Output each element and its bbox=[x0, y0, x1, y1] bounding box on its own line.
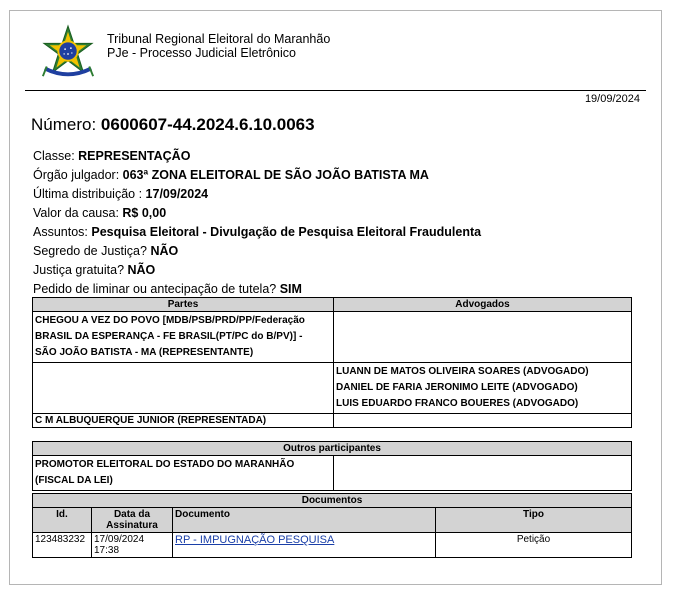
lawyer-cell bbox=[334, 312, 632, 363]
table-column-header-row bbox=[33, 508, 632, 533]
document-link[interactable]: RP - IMPUGNAÇÃO PESQUISA bbox=[175, 534, 335, 546]
lawyer-cell bbox=[334, 363, 632, 414]
table-header-row bbox=[33, 442, 632, 456]
field-label: Classe: bbox=[33, 149, 79, 163]
field-value: 063ª ZONA ELEITORAL DE SÃO JOÃO BATISTA MA bbox=[122, 168, 429, 182]
process-number-label: Número: bbox=[31, 115, 97, 134]
field-value: REPRESENTAÇÃO bbox=[78, 149, 191, 163]
participant-cell bbox=[33, 456, 334, 491]
party-name-line: CHEGOU A VEZ DO POVO [MDB/PSB/PRD/PP/Federação bbox=[35, 315, 305, 326]
field-label: Pedido de liminar ou antecipação de tutela? bbox=[33, 282, 280, 296]
party-cell bbox=[33, 363, 334, 414]
table-row bbox=[33, 312, 632, 363]
participant-name-line: PROMOTOR ELEITORAL DO ESTADO DO MARANHÃO bbox=[35, 459, 295, 470]
field-value: R$ 0,00 bbox=[122, 206, 167, 220]
field-label: Assuntos: bbox=[33, 225, 92, 239]
col-tipo-header: Tipo bbox=[436, 508, 632, 533]
party-name-line: SÃO JOÃO BATISTA - MA (REPRESENTANTE) bbox=[35, 347, 254, 358]
court-name: Tribunal Regional Eleitoral do Maranhão bbox=[107, 32, 331, 46]
process-number bbox=[31, 115, 315, 135]
col-id-header: Id. bbox=[33, 508, 92, 533]
table-row bbox=[33, 456, 632, 491]
partes-table bbox=[32, 297, 632, 428]
doc-time-value: 17:38 bbox=[94, 545, 120, 556]
lawyer-name: LUIS EDUARDO FRANCO BOUERES (ADVOGADO) bbox=[336, 398, 579, 409]
field-segredo-justica bbox=[33, 242, 481, 261]
table-header-row bbox=[33, 494, 632, 508]
field-justica-gratuita bbox=[33, 261, 481, 280]
lawyer-cell bbox=[334, 414, 632, 428]
participant-cell bbox=[334, 456, 632, 491]
doc-date bbox=[92, 533, 173, 558]
process-number-value: 0600607-44.2024.6.10.0063 bbox=[100, 115, 315, 134]
process-fields bbox=[33, 147, 481, 299]
field-ultima-distribuicao bbox=[33, 185, 481, 204]
col-data-header-line: Data da bbox=[113, 509, 151, 520]
doc-type: Petição bbox=[436, 533, 632, 558]
table-header-row bbox=[33, 298, 632, 312]
doc-name-cell bbox=[173, 533, 436, 558]
outros-header: Outros participantes bbox=[33, 442, 632, 456]
doc-date-value: 17/09/2024 bbox=[94, 534, 145, 545]
field-value: Pesquisa Eleitoral - Divulgação de Pesquisa Eleitoral Fraudulenta bbox=[91, 225, 482, 239]
doc-id: 123483232 bbox=[33, 533, 92, 558]
document-page bbox=[9, 10, 662, 585]
table-row bbox=[33, 414, 632, 428]
table-row bbox=[33, 363, 632, 414]
col-data-header bbox=[92, 508, 173, 533]
brasil-coat-of-arms-icon bbox=[39, 24, 97, 82]
field-valor-causa bbox=[33, 204, 481, 223]
field-classe bbox=[33, 147, 481, 166]
col-documento-header: Documento bbox=[173, 508, 436, 533]
field-label: Última distribuição : bbox=[33, 187, 146, 201]
field-label: Órgão julgador: bbox=[33, 168, 123, 182]
field-value: SIM bbox=[279, 282, 302, 296]
field-label: Justiça gratuita? bbox=[33, 263, 128, 277]
advogados-header: Advogados bbox=[334, 298, 632, 312]
party-name-line: BRASIL DA ESPERANÇA - FE BRASIL(PT/PC do B/PV)] - bbox=[35, 331, 303, 342]
field-orgao-julgador bbox=[33, 166, 481, 185]
documentos-table bbox=[32, 493, 632, 558]
document-date: 19/09/2024 bbox=[584, 93, 640, 105]
partes-header: Partes bbox=[33, 298, 334, 312]
header-divider bbox=[25, 90, 646, 91]
party-cell bbox=[33, 312, 334, 363]
field-label: Valor da causa: bbox=[33, 206, 123, 220]
field-value: NÃO bbox=[150, 244, 179, 258]
col-data-header-line: Assinatura bbox=[106, 520, 158, 531]
system-name: PJe - Processo Judicial Eletrônico bbox=[107, 46, 296, 60]
documentos-header: Documentos bbox=[33, 494, 632, 508]
lawyer-name: DANIEL DE FARIA JERONIMO LEITE (ADVOGADO) bbox=[336, 382, 578, 393]
field-assuntos bbox=[33, 223, 481, 242]
table-row bbox=[33, 533, 632, 558]
lawyer-name: LUANN DE MATOS OLIVEIRA SOARES (ADVOGADO) bbox=[336, 366, 589, 377]
field-value: NÃO bbox=[127, 263, 156, 277]
participant-name-line: (FISCAL DA LEI) bbox=[35, 475, 113, 486]
outros-participantes-table bbox=[32, 441, 632, 491]
party-cell: C M ALBUQUERQUE JUNIOR (REPRESENTADA) bbox=[33, 414, 334, 428]
field-label: Segredo de Justiça? bbox=[33, 244, 151, 258]
field-value: 17/09/2024 bbox=[145, 187, 209, 201]
